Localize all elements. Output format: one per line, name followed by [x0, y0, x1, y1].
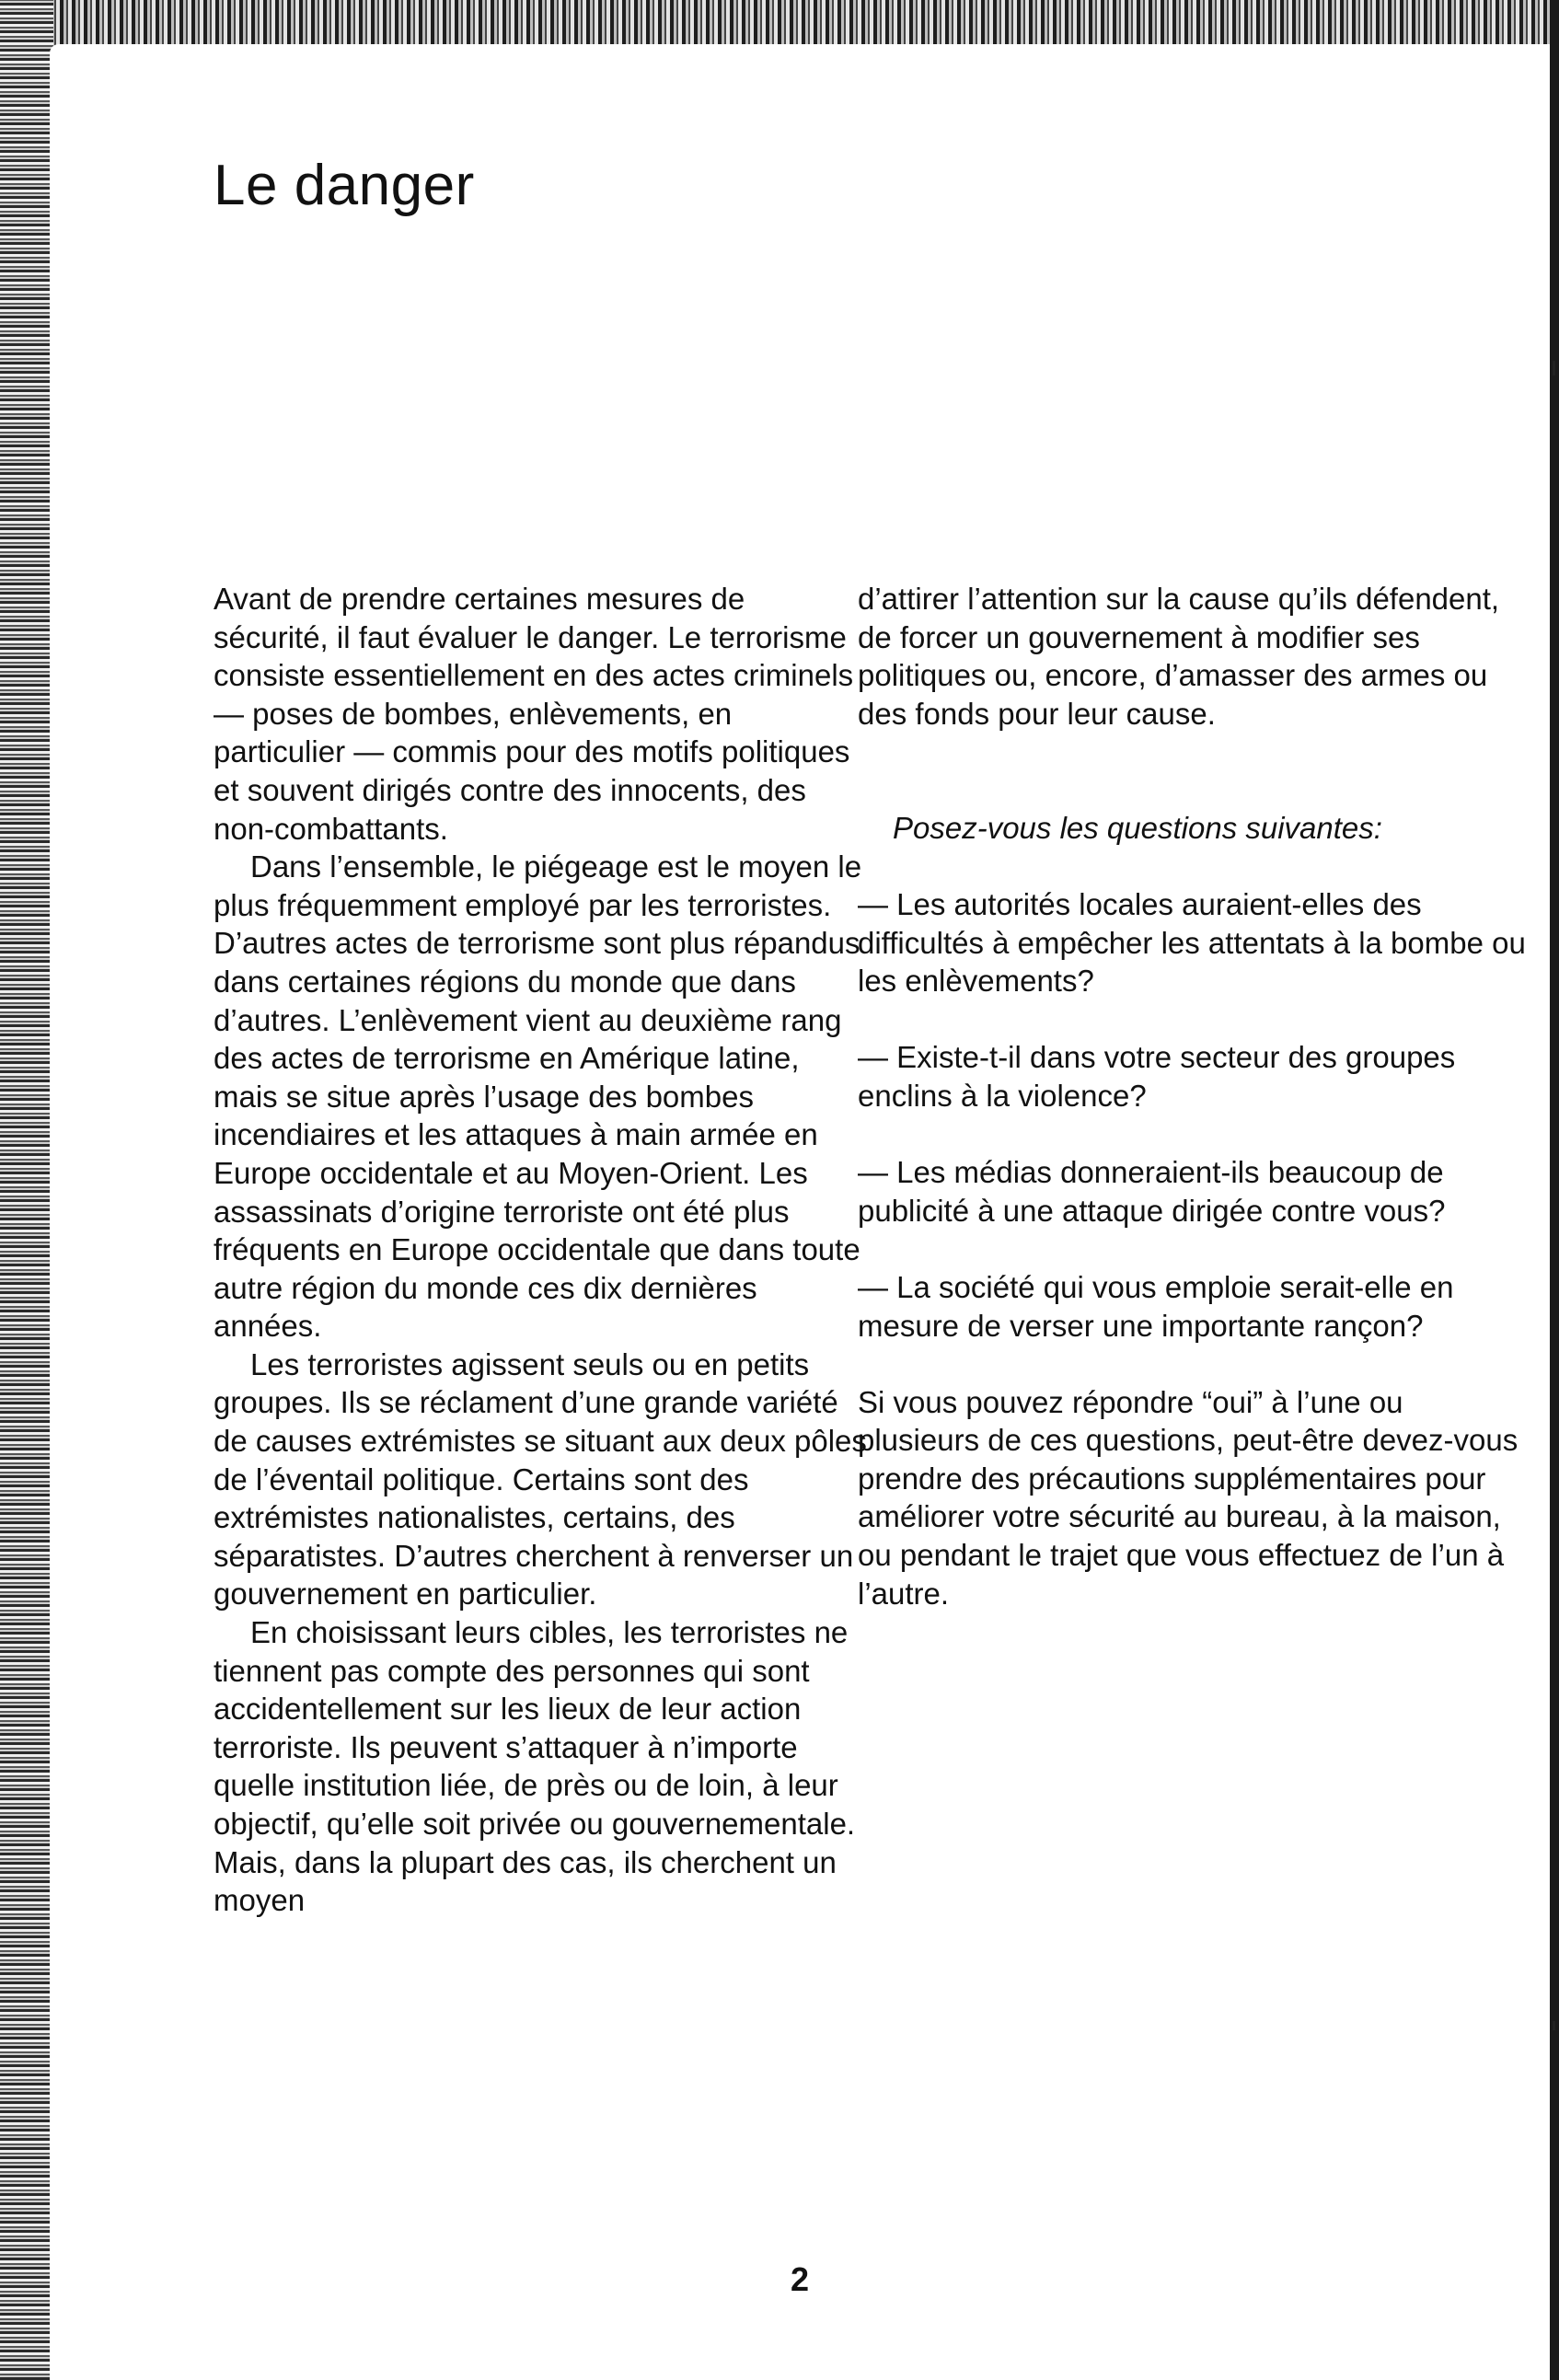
- question-item: — Les médias donneraient-ils beaucoup de publicité à une attaque dirigée contre vous?: [858, 1155, 1446, 1228]
- scan-edge-mark: [1553, 361, 1555, 375]
- scan-border-left: [0, 0, 53, 2380]
- left-column: [214, 580, 867, 1920]
- paragraph-intro: Avant de prendre certaines mesures de sécurité, il faut évaluer le danger. Le terrorisme consiste essentiellement en des actes criminels — poses de bombes, enlèvements, en particulier — commis pour des motifs politiques et souvent dirigés contre des innocents, des non-combattants.: [214, 582, 854, 846]
- questions-heading: Posez-vous les questions suivantes:: [893, 811, 1382, 846]
- paragraph-groups: Les terroristes agissent seuls ou en petits groupes. Ils se réclament d’une grande variété de causes extrémistes se situant aux deux pôles de l’éventail politique. Certains sont des extrémistes nationalistes, certains, des séparatistes. D’autres cherchent à renverser un gouvernement en particulier.: [214, 1346, 867, 1612]
- paragraph-bombing: Dans l’ensemble, le piégeage est le moyen le plus fréquemment employé par les terroristes. D’autres actes de terrorisme sont plus répandus dans certaines régions du monde que dans d’autres. L’enlèvement vient au deuxième rang des actes de terrorisme en Amérique latine, mais se situe après l’usage des bombes incendiaires et les attaques à main armée en Europe occidentale et au Moyen-Orient. Les assassinats d’origine terroriste ont été plus fréquents en Europe occidentale que dans toute autre région du monde ces dix dernières années.: [214, 849, 862, 1344]
- scan-edge-mark: [1553, 2021, 1555, 2030]
- question-item: — Les autorités locales auraient-elles des difficultés à empêcher les attentats à la bombe ou les enlèvements?: [858, 886, 1526, 999]
- paragraph-conclusion: Si vous pouvez répondre “oui” à l’une ou plusieurs de ces questions, peut-être devez-vous prendre des précautions supplémentaires pour améliorer votre sécurité au bureau, à la maison, ou pendant le trajet que vous effectuez de l’un à l’autre.: [858, 1384, 1519, 1611]
- paragraph-continuation: d’attirer l’attention sur la cause qu’ils défendent, de forcer un gouvernement à modifier ses politiques ou, encore, d’amasser des armes ou des fonds pour leur cause.: [858, 582, 1500, 731]
- page-title: Le danger: [214, 154, 475, 217]
- scan-border-top: [0, 0, 1559, 48]
- right-column: [858, 580, 1530, 1612]
- question-item: — Existe-t-il dans votre secteur des groupes enclins à la violence?: [858, 1040, 1456, 1113]
- question-item: — La société qui vous emploie serait-elle en mesure de verser une importante rançon?: [858, 1269, 1454, 1343]
- document-page: [50, 44, 1550, 2380]
- page-number: 2: [790, 2260, 810, 2298]
- paragraph-targets: En choisissant leurs cibles, les terroristes ne tiennent pas compte des personnes qui sont accidentellement sur les lieux de leur action terroriste. Ils peuvent s’attaquer à n’importe quelle institution liée, de près ou de loin, à leur objectif, qu’elle soit privée ou gouvernementale. Mais, dans la plupart des cas, ils cherchent un moyen: [214, 1615, 856, 1918]
